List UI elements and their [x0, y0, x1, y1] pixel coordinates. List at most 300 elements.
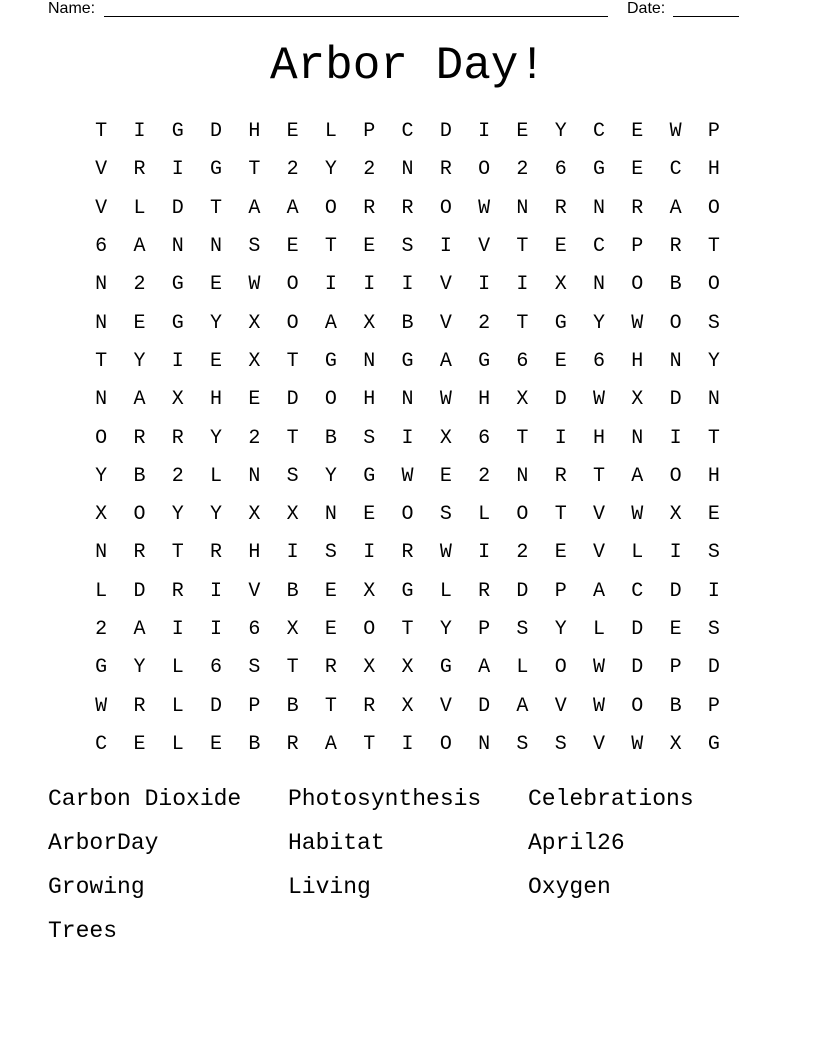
grid-cell: 2 [95, 618, 108, 641]
grid-cell: L [516, 656, 529, 680]
grid-cell: H [593, 426, 606, 450]
grid-row [82, 573, 733, 611]
grid-cell: V [439, 694, 452, 718]
grid-cell: G [401, 349, 414, 373]
grid-row [82, 304, 733, 342]
grid-cell: P [707, 120, 720, 144]
grid-cell: B [133, 464, 146, 488]
grid-cell: N [707, 388, 720, 412]
grid-cell: O [133, 503, 146, 527]
grid-cell: A [324, 732, 337, 756]
grid-cell: X [439, 426, 452, 450]
grid-cell: X [286, 618, 299, 641]
word-bank-item: Trees [48, 918, 118, 944]
grid-cell: Y [439, 618, 452, 641]
grid-cell: 2 [286, 158, 299, 182]
grid-cell: T [286, 426, 299, 450]
grid-cell: R [133, 694, 146, 718]
grid-cell: X [286, 503, 299, 527]
grid-cell: W [593, 388, 606, 412]
grid-cell: O [478, 158, 491, 182]
grid-cell: G [554, 311, 567, 335]
grid-cell: R [401, 541, 414, 565]
grid-row [82, 151, 733, 189]
grid-cell: E [363, 503, 376, 527]
grid-cell: H [248, 120, 261, 144]
grid-cell: L [593, 618, 606, 641]
grid-cell: H [707, 158, 720, 182]
grid-cell: E [133, 311, 146, 335]
grid-row [82, 726, 733, 764]
grid-cell: W [593, 694, 606, 718]
grid-cell: D [631, 656, 644, 680]
grid-cell: N [669, 349, 682, 373]
grid-cell: V [95, 196, 108, 220]
grid-cell: N [363, 349, 376, 373]
grid-row [82, 190, 733, 228]
grid-cell: N [95, 541, 108, 565]
grid-cell: L [631, 541, 644, 565]
grid-row [82, 496, 733, 534]
grid-cell: O [286, 311, 299, 335]
grid-cell: S [248, 656, 261, 680]
grid-cell: G [171, 311, 184, 335]
grid-cell: D [669, 579, 682, 603]
grid-cell: N [210, 235, 223, 259]
grid-cell: S [707, 618, 720, 641]
grid-cell: D [439, 120, 452, 144]
page-title: Arbor Day! [269, 40, 547, 92]
grid-cell: 2 [478, 311, 491, 335]
grid-cell: S [248, 235, 261, 259]
grid-cell: R [133, 158, 146, 182]
word-bank-item: Habitat [288, 830, 385, 856]
grid-cell: P [554, 579, 567, 603]
grid-cell: I [210, 579, 223, 603]
grid-cell: 2 [478, 464, 491, 488]
grid-cell: B [669, 694, 682, 718]
grid-cell: S [554, 732, 567, 756]
grid-cell: L [478, 503, 491, 527]
grid-cell: D [171, 196, 184, 220]
grid-cell: E [439, 464, 452, 488]
grid-cell: W [631, 732, 644, 756]
grid-cell: I [133, 120, 146, 144]
grid-cell: A [478, 656, 491, 680]
grid-cell: S [516, 732, 529, 756]
grid-cell: S [401, 235, 414, 259]
grid-cell: Y [133, 656, 146, 680]
grid-cell: Y [171, 503, 184, 527]
grid-cell: H [363, 388, 376, 412]
grid-cell: E [210, 349, 223, 373]
grid-cell: I [669, 541, 682, 565]
grid-cell: O [439, 732, 452, 756]
grid-cell: O [631, 273, 644, 297]
grid-cell: I [363, 541, 376, 565]
grid-row [82, 343, 733, 381]
grid-cell: N [401, 388, 414, 412]
grid-cell: T [95, 349, 108, 373]
grid-cell: 2 [516, 541, 529, 565]
grid-cell: P [478, 618, 491, 641]
grid-cell: X [401, 656, 414, 680]
grid-row [82, 687, 733, 725]
grid-row [82, 419, 733, 457]
grid-cell: S [286, 464, 299, 488]
grid-cell: D [133, 579, 146, 603]
grid-cell: N [478, 732, 491, 756]
grid-cell: R [210, 541, 223, 565]
grid-cell: A [516, 694, 529, 718]
grid-cell: D [478, 694, 491, 718]
grid-cell: O [286, 273, 299, 297]
grid-cell: X [554, 273, 567, 297]
grid-cell: O [707, 196, 720, 220]
grid-cell: E [554, 235, 567, 259]
grid-cell: N [95, 311, 108, 335]
grid-cell: G [439, 656, 452, 680]
worksheet-header [0, 0, 816, 22]
grid-cell: Y [324, 464, 337, 488]
grid-cell: H [631, 349, 644, 373]
grid-cell: I [669, 426, 682, 450]
grid-cell: H [248, 541, 261, 565]
grid-cell: E [516, 120, 529, 144]
grid-cell: C [95, 732, 108, 756]
grid-cell: W [631, 503, 644, 527]
grid-cell: I [324, 273, 337, 297]
grid-cell: T [593, 464, 606, 488]
word-bank-item: Carbon Dioxide [48, 786, 242, 812]
grid-cell: A [669, 196, 682, 220]
grid-cell: X [516, 388, 529, 412]
grid-cell: E [210, 732, 223, 756]
grid-cell: X [631, 388, 644, 412]
grid-cell: 6 [210, 656, 223, 680]
grid-cell: I [210, 618, 223, 641]
grid-cell: T [401, 618, 414, 641]
grid-cell: G [478, 349, 491, 373]
grid-cell: T [286, 656, 299, 680]
grid-cell: V [439, 273, 452, 297]
grid-cell: X [171, 388, 184, 412]
grid-cell: L [95, 579, 108, 603]
grid-cell: H [478, 388, 491, 412]
grid-cell: W [478, 196, 491, 220]
grid-cell: E [631, 158, 644, 182]
grid-cell: T [324, 235, 337, 259]
grid-cell: I [554, 426, 567, 450]
grid-cell: 6 [478, 426, 491, 450]
word-bank-item: Oxygen [528, 874, 611, 900]
grid-cell: A [133, 388, 146, 412]
grid-cell: S [707, 541, 720, 565]
grid-cell: B [669, 273, 682, 297]
grid-cell: T [516, 235, 529, 259]
grid-cell: 2 [171, 464, 184, 488]
grid-cell: V [593, 541, 606, 565]
grid-cell: O [669, 464, 682, 488]
grid-cell: P [707, 694, 720, 718]
grid-cell: O [631, 694, 644, 718]
grid-cell: H [210, 388, 223, 412]
grid-cell: O [401, 503, 414, 527]
grid-cell: I [171, 618, 184, 641]
grid-cell: T [554, 503, 567, 527]
grid-cell: P [248, 694, 261, 718]
grid-cell: 6 [554, 158, 567, 182]
grid-cell: N [631, 426, 644, 450]
grid-cell: A [324, 311, 337, 335]
grid-cell: A [631, 464, 644, 488]
date-label: Date: [627, 0, 666, 17]
grid-cell: O [669, 311, 682, 335]
grid-cell: L [133, 196, 146, 220]
grid-cell: V [554, 694, 567, 718]
grid-cell: I [401, 273, 414, 297]
grid-cell: V [593, 503, 606, 527]
grid-cell: Y [210, 311, 223, 335]
grid-cell: O [324, 388, 337, 412]
grid-cell: 6 [593, 349, 606, 373]
grid-cell: R [324, 656, 337, 680]
grid-cell: Y [554, 120, 567, 144]
grid-cell: X [669, 732, 682, 756]
grid-cell: 6 [516, 349, 529, 373]
grid-cell: 2 [363, 158, 376, 182]
grid-row [82, 649, 733, 687]
grid-cell: G [707, 732, 720, 756]
word-bank-item: Living [288, 874, 371, 900]
grid-cell: P [669, 656, 682, 680]
grid-cell: R [478, 579, 491, 603]
grid-cell: I [478, 273, 491, 297]
grid-cell: B [286, 694, 299, 718]
grid-cell: N [593, 196, 606, 220]
grid-cell: O [95, 426, 108, 450]
grid-cell: Y [554, 618, 567, 641]
grid-cell: W [401, 464, 414, 488]
grid-row [82, 534, 733, 572]
grid-cell: N [516, 196, 529, 220]
grid-cell: B [248, 732, 261, 756]
word-bank [48, 784, 768, 946]
grid-cell: V [593, 732, 606, 756]
grid-cell: I [171, 158, 184, 182]
grid-cell: W [593, 656, 606, 680]
grid-cell: S [363, 426, 376, 450]
grid-cell: 6 [95, 235, 108, 259]
grid-cell: R [631, 196, 644, 220]
grid-cell: V [95, 158, 108, 182]
grid-cell: T [707, 426, 720, 450]
grid-cell: E [631, 120, 644, 144]
grid-cell: W [439, 541, 452, 565]
grid-cell: A [593, 579, 606, 603]
grid-cell: O [439, 196, 452, 220]
grid-cell: X [363, 579, 376, 603]
grid-cell: E [324, 618, 337, 641]
grid-cell: D [210, 694, 223, 718]
grid-cell: T [516, 426, 529, 450]
grid-cell: 2 [133, 273, 146, 297]
grid-cell: S [439, 503, 452, 527]
grid-cell: L [439, 579, 452, 603]
grid-cell: O [363, 618, 376, 641]
grid-cell: 6 [248, 618, 261, 641]
grid-cell: R [554, 196, 567, 220]
grid-cell: B [286, 579, 299, 603]
grid-cell: T [707, 235, 720, 259]
letter-grid [82, 113, 733, 764]
grid-cell: G [324, 349, 337, 373]
grid-row [82, 611, 733, 649]
grid-cell: O [554, 656, 567, 680]
grid-cell: G [171, 120, 184, 144]
grid-cell: N [516, 464, 529, 488]
grid-cell: E [669, 618, 682, 641]
grid-cell: B [401, 311, 414, 335]
grid-cell: I [707, 579, 720, 603]
grid-cell: T [210, 196, 223, 220]
grid-cell: D [554, 388, 567, 412]
grid-cell: C [631, 579, 644, 603]
grid-cell: V [478, 235, 491, 259]
grid-cell: B [324, 426, 337, 450]
grid-row [82, 266, 733, 304]
grid-cell: A [286, 196, 299, 220]
grid-cell: E [286, 235, 299, 259]
grid-cell: D [707, 656, 720, 680]
grid-cell: I [478, 541, 491, 565]
grid-cell: I [439, 235, 452, 259]
grid-cell: R [439, 158, 452, 182]
grid-cell: Y [210, 426, 223, 450]
grid-cell: N [171, 235, 184, 259]
grid-cell: X [248, 349, 261, 373]
grid-cell: S [516, 618, 529, 641]
grid-cell: L [210, 464, 223, 488]
grid-cell: I [401, 732, 414, 756]
grid-cell: O [324, 196, 337, 220]
grid-cell: I [478, 120, 491, 144]
grid-cell: T [324, 694, 337, 718]
grid-cell: N [248, 464, 261, 488]
grid-cell: W [439, 388, 452, 412]
grid-cell: G [593, 158, 606, 182]
grid-cell: W [248, 273, 261, 297]
grid-cell: R [171, 579, 184, 603]
grid-cell: E [248, 388, 261, 412]
grid-cell: I [171, 349, 184, 373]
grid-cell: N [324, 503, 337, 527]
grid-cell: V [439, 311, 452, 335]
grid-row [82, 113, 733, 151]
grid-cell: H [707, 464, 720, 488]
grid-cell: R [363, 694, 376, 718]
grid-cell: L [171, 732, 184, 756]
grid-cell: T [363, 732, 376, 756]
grid-cell: N [95, 273, 108, 297]
grid-cell: P [631, 235, 644, 259]
grid-cell: W [631, 311, 644, 335]
grid-cell: E [324, 579, 337, 603]
date-blank-line [673, 16, 739, 17]
grid-cell: D [286, 388, 299, 412]
word-bank-item: Photosynthesis [288, 786, 482, 812]
grid-cell: T [171, 541, 184, 565]
grid-cell: A [248, 196, 261, 220]
grid-cell: C [669, 158, 682, 182]
grid-cell: O [707, 273, 720, 297]
grid-cell: I [401, 426, 414, 450]
grid-cell: E [133, 732, 146, 756]
grid-cell: G [363, 464, 376, 488]
grid-cell: Y [707, 349, 720, 373]
grid-cell: R [133, 541, 146, 565]
grid-cell: L [171, 656, 184, 680]
grid-cell: E [554, 541, 567, 565]
grid-cell: X [248, 311, 261, 335]
grid-cell: X [669, 503, 682, 527]
grid-cell: Y [324, 158, 337, 182]
grid-cell: E [363, 235, 376, 259]
grid-cell: A [133, 618, 146, 641]
grid-cell: T [286, 349, 299, 373]
grid-cell: E [286, 120, 299, 144]
grid-row [82, 381, 733, 419]
grid-cell: S [324, 541, 337, 565]
grid-cell: C [593, 235, 606, 259]
grid-cell: T [95, 120, 108, 144]
grid-cell: W [669, 120, 682, 144]
grid-cell: R [554, 464, 567, 488]
grid-cell: E [707, 503, 720, 527]
grid-cell: R [363, 196, 376, 220]
grid-cell: D [669, 388, 682, 412]
grid-cell: N [593, 273, 606, 297]
grid-cell: G [210, 158, 223, 182]
grid-cell: I [363, 273, 376, 297]
grid-cell: T [248, 158, 261, 182]
grid-cell: G [401, 579, 414, 603]
grid-cell: Y [593, 311, 606, 335]
grid-cell: L [171, 694, 184, 718]
grid-cell: Y [210, 503, 223, 527]
grid-cell: A [133, 235, 146, 259]
grid-cell: R [133, 426, 146, 450]
grid-cell: X [248, 503, 261, 527]
grid-cell: 2 [516, 158, 529, 182]
grid-cell: N [95, 388, 108, 412]
grid-cell: I [286, 541, 299, 565]
word-bank-item: Growing [48, 874, 145, 900]
grid-cell: Y [133, 349, 146, 373]
grid-cell: X [95, 503, 108, 527]
name-label: Name: [48, 0, 96, 17]
grid-cell: L [324, 120, 337, 144]
grid-cell: R [401, 196, 414, 220]
grid-cell: Y [95, 464, 108, 488]
grid-cell: R [669, 235, 682, 259]
name-blank-line [104, 16, 608, 17]
grid-cell: X [363, 311, 376, 335]
grid-cell: R [286, 732, 299, 756]
grid-cell: W [95, 694, 108, 718]
grid-cell: C [593, 120, 606, 144]
word-bank-item: April26 [528, 830, 625, 856]
